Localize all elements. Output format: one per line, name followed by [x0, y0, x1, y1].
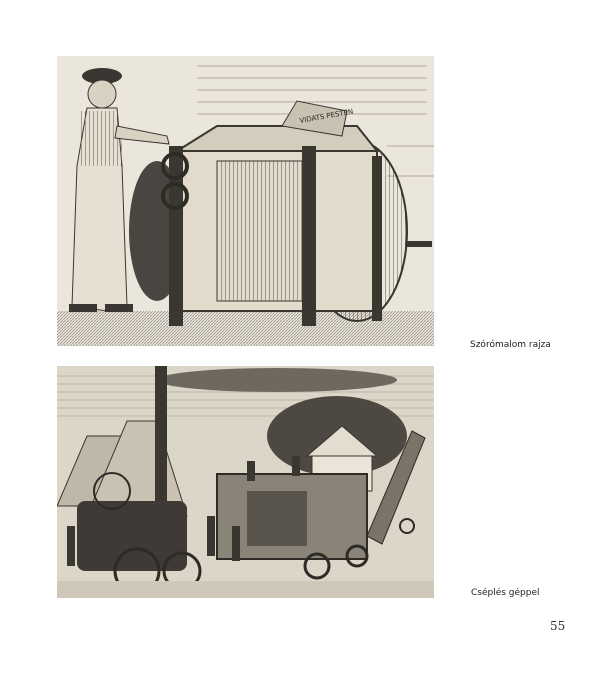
machine-maker-label: VIDATS PESTEN — [298, 107, 354, 125]
threshing-machine-engraving — [57, 366, 434, 598]
winnowing-mill-engraving — [57, 56, 434, 346]
figure-caption-threshing: Cséplés géppel — [471, 588, 540, 598]
figure-caption-winnowing-mill: Szórómalom rajza — [470, 340, 551, 350]
page-number: 55 — [550, 619, 566, 633]
